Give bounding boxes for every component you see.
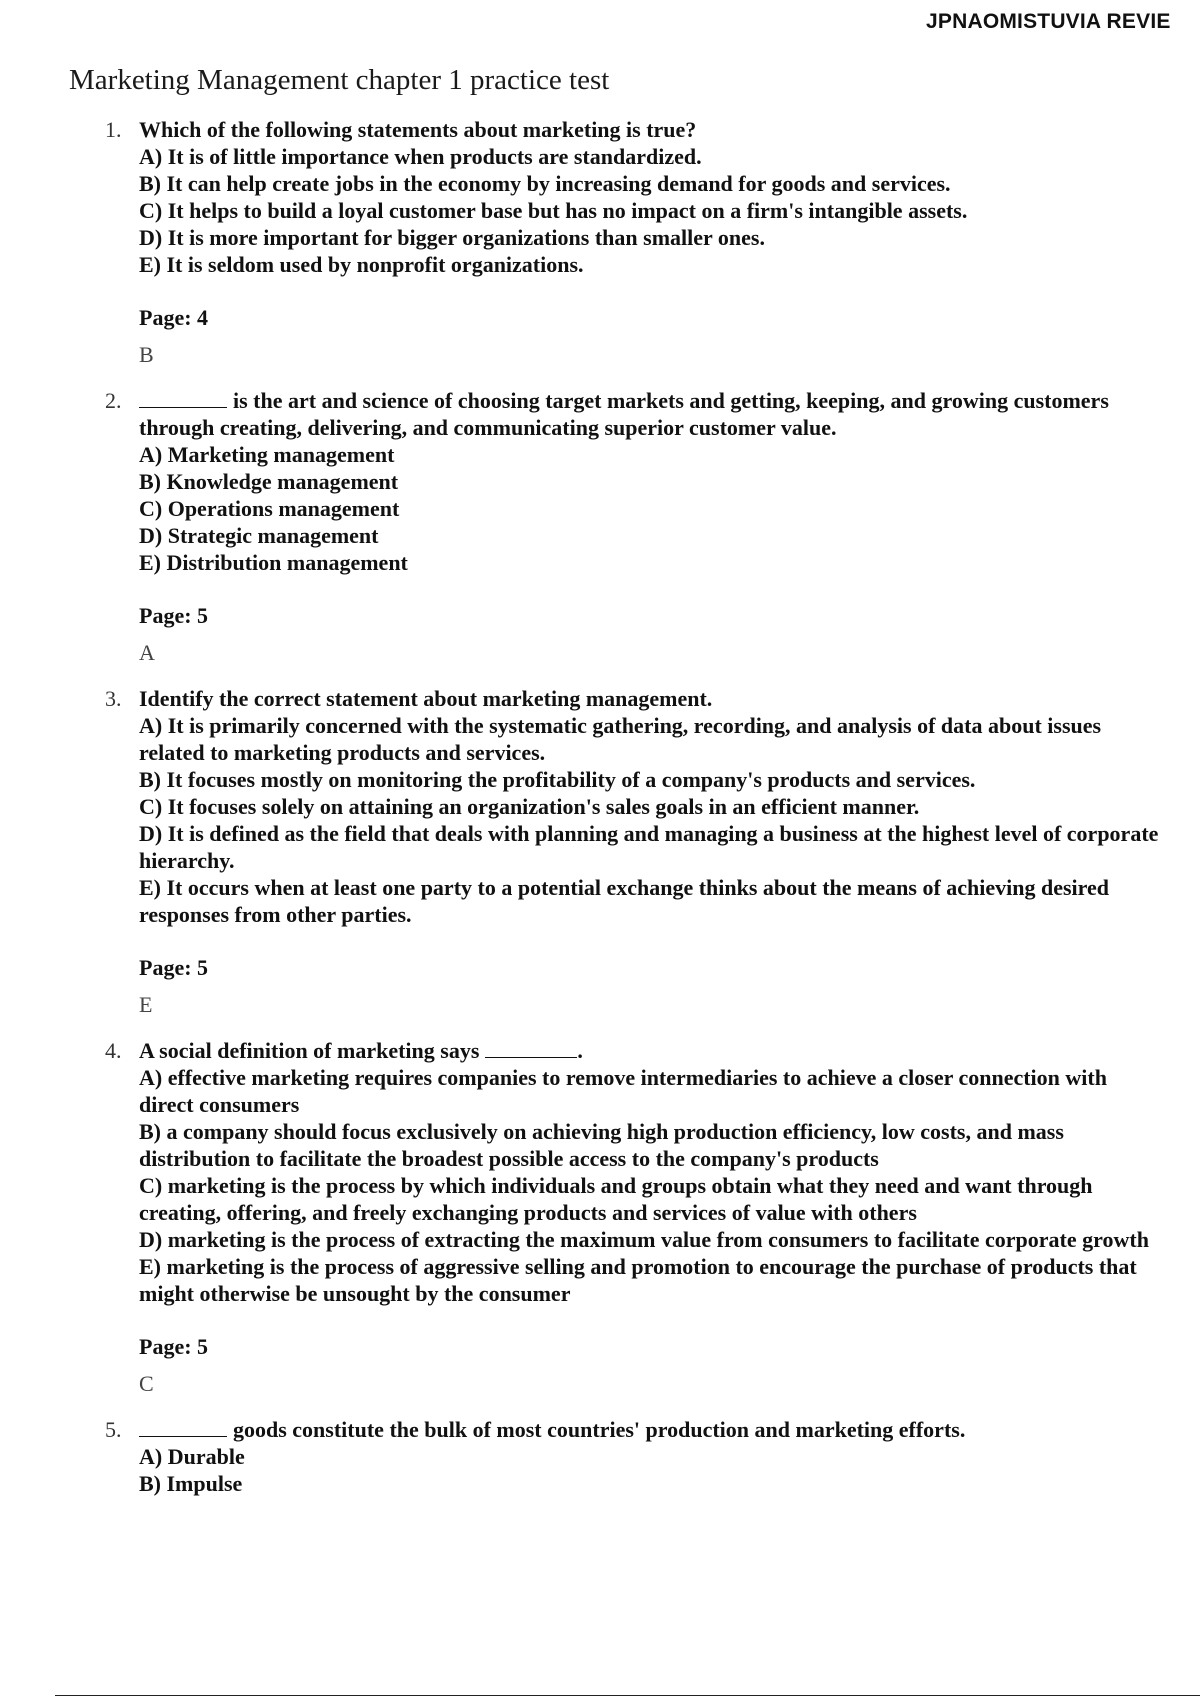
question-text: Which of the following statements about marketing is true? — [139, 117, 697, 142]
option-list — [139, 143, 1165, 278]
question-5 — [105, 1416, 1165, 1497]
question-number: 2. — [105, 388, 122, 413]
page-title: Marketing Management chapter 1 practice test — [69, 64, 610, 96]
question-4 — [105, 1037, 1165, 1397]
option-b: B) It can help create jobs in the economy by increasing demand for goods and services. — [139, 171, 951, 196]
option-b: B) It focuses mostly on monitoring the profitability of a company's products and services. — [139, 767, 976, 792]
question-2 — [105, 387, 1165, 666]
question-3 — [105, 685, 1165, 1018]
page-reference: Page: 5 — [139, 955, 209, 980]
option-c: C) marketing is the process by which individuals and groups obtain what they need and want through creating, offering, and freely exchanging products and services of value with others — [139, 1173, 1093, 1225]
option-b: B) Knowledge management — [139, 469, 399, 494]
option-e: E) It is seldom used by nonprofit organizations. — [139, 252, 584, 277]
option-d: D) Strategic management — [139, 523, 379, 548]
option-e: E) It occurs when at least one party to a potential exchange thinks about the means of achieving desired responses from other parties. — [139, 875, 1110, 927]
option-a: A) It is of little importance when products are standardized. — [139, 144, 702, 169]
answer-key: C — [139, 1371, 154, 1396]
page-divider — [55, 1695, 1200, 1696]
page-reference: Page: 5 — [139, 603, 209, 628]
option-list — [139, 441, 1165, 576]
question-text: Identify the correct statement about marketing management. — [139, 686, 713, 711]
question-text: A social definition of marketing says — [139, 1038, 480, 1063]
option-c: C) It focuses solely on attaining an organization's sales goals in an efficient manner. — [139, 794, 920, 819]
option-a: A) effective marketing requires companies to remove intermediaries to achieve a closer connection with direct consumers — [139, 1065, 1107, 1117]
answer-key: B — [139, 342, 154, 367]
option-c: C) Operations management — [139, 496, 400, 521]
option-a: A) Marketing management — [139, 442, 395, 467]
option-d: D) It is more important for bigger organizations than smaller ones. — [139, 225, 765, 250]
question-stem — [139, 1037, 1165, 1064]
option-c: C) It helps to build a loyal customer base but has no impact on a firm's intangible assets. — [139, 198, 968, 223]
question-list — [105, 116, 1165, 1497]
option-b: B) Impulse — [139, 1471, 243, 1496]
option-list — [139, 712, 1165, 928]
answer-key: A — [139, 640, 155, 665]
question-number: 1. — [105, 117, 122, 142]
question-stem — [139, 116, 1165, 143]
answer-blank — [139, 389, 227, 408]
option-d: D) marketing is the process of extracting the maximum value from consumers to facilitate corporate growth — [139, 1227, 1149, 1252]
option-a: A) It is primarily concerned with the systematic gathering, recording, and analysis of data about issues related to marketing products and services. — [139, 713, 1102, 765]
question-text: is the art and science of choosing target markets and getting, keeping, and growing customers through creating, delivering, and communicating superior customer value. — [139, 388, 1109, 440]
question-stem — [139, 387, 1165, 441]
answer-key: E — [139, 992, 153, 1017]
question-stem — [139, 685, 1165, 712]
question-text-end: . — [577, 1038, 583, 1063]
answer-blank — [139, 1418, 227, 1437]
page-reference: Page: 4 — [139, 305, 209, 330]
answer-blank — [485, 1039, 577, 1058]
question-number: 5. — [105, 1417, 122, 1442]
option-list — [139, 1443, 1165, 1497]
option-d: D) It is defined as the field that deals with planning and managing a business at the highest level of corporate hierarchy. — [139, 821, 1159, 873]
option-b: B) a company should focus exclusively on achieving high production efficiency, low costs, and mass distribution to facilitate the broadest possible access to the company's products — [139, 1119, 1064, 1171]
watermark-text: JPNAOMISTUVIA REVIE — [926, 10, 1171, 33]
question-text: goods constitute the bulk of most countries' production and marketing efforts. — [233, 1417, 966, 1442]
option-e: E) Distribution management — [139, 550, 408, 575]
question-number: 4. — [105, 1038, 122, 1063]
option-list — [139, 1064, 1165, 1307]
question-number: 3. — [105, 686, 122, 711]
option-a: A) Durable — [139, 1444, 245, 1469]
question-stem — [139, 1416, 1165, 1443]
question-1 — [105, 116, 1165, 368]
page-reference: Page: 5 — [139, 1334, 209, 1359]
option-e: E) marketing is the process of aggressive selling and promotion to encourage the purchase of products that might otherwise be unsought by the consumer — [139, 1254, 1137, 1306]
